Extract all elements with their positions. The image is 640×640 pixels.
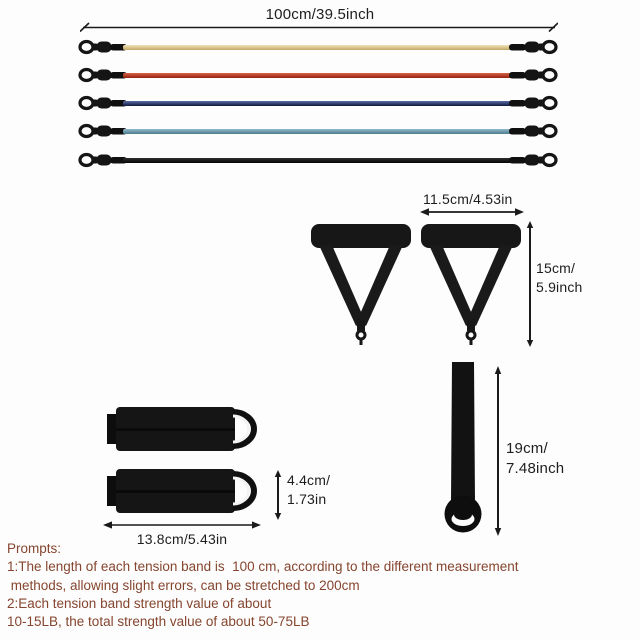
carabiner-clip-left [78,94,128,112]
handle-width-label: 11.5cm/4.53in [423,191,513,207]
prompt-line-4: 10-15LB, the total strength value of about 50-75LB [7,614,310,630]
yellow-band [123,45,513,50]
ankle-strap-width-label: 13.8cm/5.43in [136,531,228,547]
handle-height-label [536,259,583,297]
prompts-block [7,540,637,631]
band-length-label: 100cm/39.5inch [265,6,375,23]
carabiner-clip-left [78,122,128,140]
door-anchor-height-dimension-arrow [493,366,503,536]
band-length-dimension-line [80,21,558,33]
carabiner-clip-right [508,94,558,112]
prompt-line-1: 1:The length of each tension band is 100 cm, according to the different measurement [7,559,519,575]
black-band-row [78,151,558,169]
black-band [123,158,513,163]
prompts-heading: Prompts: [7,541,62,556]
handle-right-illustration [418,222,524,346]
ankle-strap-1-illustration [107,405,259,453]
handle-height-dimension-line [525,221,535,347]
door-anchor-height-label-line2: 7.48inch [506,460,565,477]
door-anchor-height-label [506,439,564,479]
yellow-band-row [78,38,558,56]
carabiner-clip-left [78,38,128,56]
ankle-strap-height-label-line1: 4.4cm/ [287,472,331,488]
handle-left-illustration [308,222,414,346]
light-blue-band-row [78,122,558,140]
handle-width-dimension-arrow [420,206,524,218]
door-anchor-illustration [444,362,484,537]
ankle-strap-height-dimension-arrow [273,470,283,520]
ankle-strap-height-label-line2: 1.73in [287,491,327,507]
ankle-strap-2-illustration [107,467,259,515]
prompt-line-2: methods, allowing slight errors, can be stretched to 200cm [7,577,360,593]
handle-height-label-line1: 15cm/ [536,260,576,276]
ankle-strap-width-dimension-arrow [103,519,261,531]
handle-height-label-line2: 5.9inch [536,279,583,295]
door-anchor-height-label-line1: 19cm/ [506,440,548,457]
carabiner-clip-right [508,66,558,84]
carabiner-clip-right [508,151,558,169]
ankle-strap-height-label [287,471,330,509]
navy-blue-band-row [78,94,558,112]
prompt-line-3: 2:Each tension band strength value of about [7,595,272,611]
red-band-row [78,66,558,84]
red-band [123,73,513,78]
light-blue-band [123,129,513,134]
carabiner-clip-right [508,122,558,140]
carabiner-clip-left [78,66,128,84]
carabiner-clip-left [78,151,128,169]
navy-blue-band [123,101,513,106]
carabiner-clip-right [508,38,558,56]
